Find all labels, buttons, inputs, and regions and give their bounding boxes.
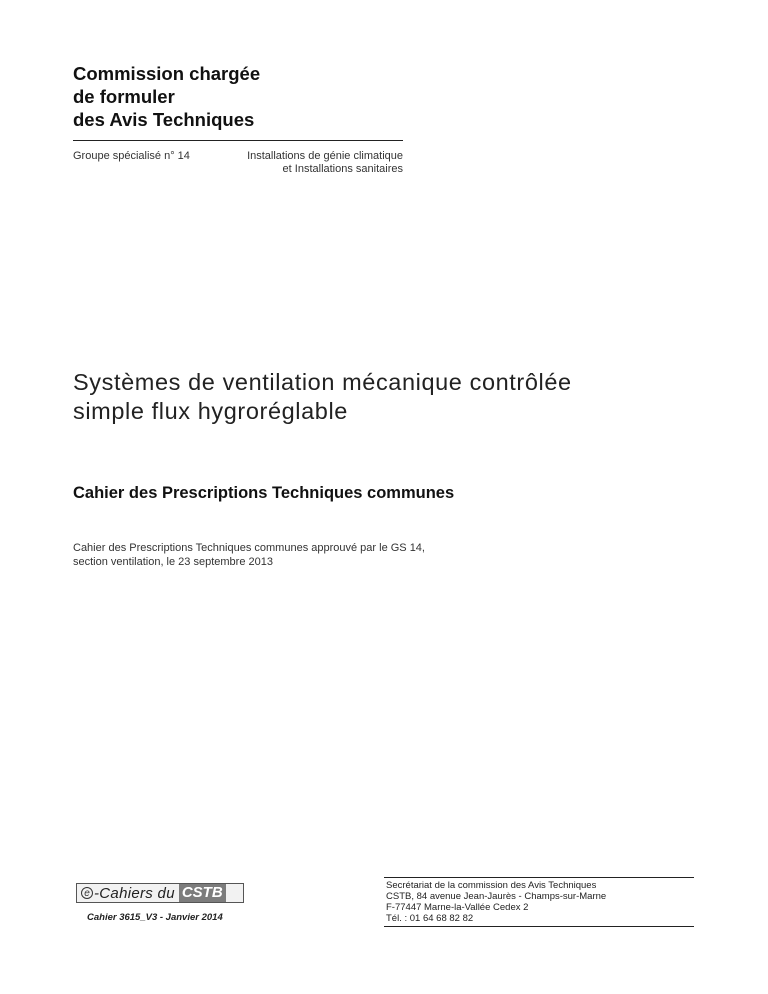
logo-brand: CSTB	[179, 884, 226, 902]
approval-note	[73, 541, 573, 569]
document-subtitle: Cahier des Prescriptions Techniques communes	[73, 484, 455, 502]
e-cahiers-logo-icon: e	[81, 887, 93, 899]
group-description	[233, 150, 403, 176]
e-cahiers-logo	[76, 883, 244, 903]
commission-title-line: des Avis Techniques	[73, 109, 255, 130]
group-label: Groupe spécialisé n° 14	[73, 150, 190, 162]
approval-note-line: section ventilation, le 23 septembre 2013	[73, 556, 273, 568]
group-description-line: et Installations sanitaires	[282, 163, 403, 175]
commission-title	[73, 62, 413, 131]
secretariat-top-divider	[384, 877, 694, 878]
secretariat-line: Tél. : 01 64 68 82 82	[386, 913, 474, 924]
secretariat-bottom-divider	[384, 926, 694, 927]
approval-note-line: Cahier des Prescriptions Techniques communes approuvé par le GS 14,	[73, 542, 425, 554]
secretariat-info	[386, 880, 696, 924]
commission-title-line: de formuler	[73, 86, 175, 107]
document-title	[73, 368, 713, 426]
document-title-line: simple flux hygroréglable	[73, 398, 348, 424]
commission-title-line: Commission chargée	[73, 63, 261, 84]
group-description-line: Installations de génie climatique	[247, 150, 403, 162]
secretariat-line: CSTB, 84 avenue Jean-Jaurès - Champs-sur-Marne	[386, 891, 607, 902]
secretariat-line: Secrétariat de la commission des Avis Techniques	[386, 880, 597, 891]
secretariat-line: F-77447 Marne-la-Vallée Cedex 2	[386, 902, 529, 913]
logo-text: -Cahiers du	[94, 884, 175, 902]
cahier-reference: Cahier 3615_V3 - Janvier 2014	[87, 912, 223, 923]
document-title-line: Systèmes de ventilation mécanique contrôlée	[73, 369, 572, 395]
header-divider	[73, 140, 403, 141]
